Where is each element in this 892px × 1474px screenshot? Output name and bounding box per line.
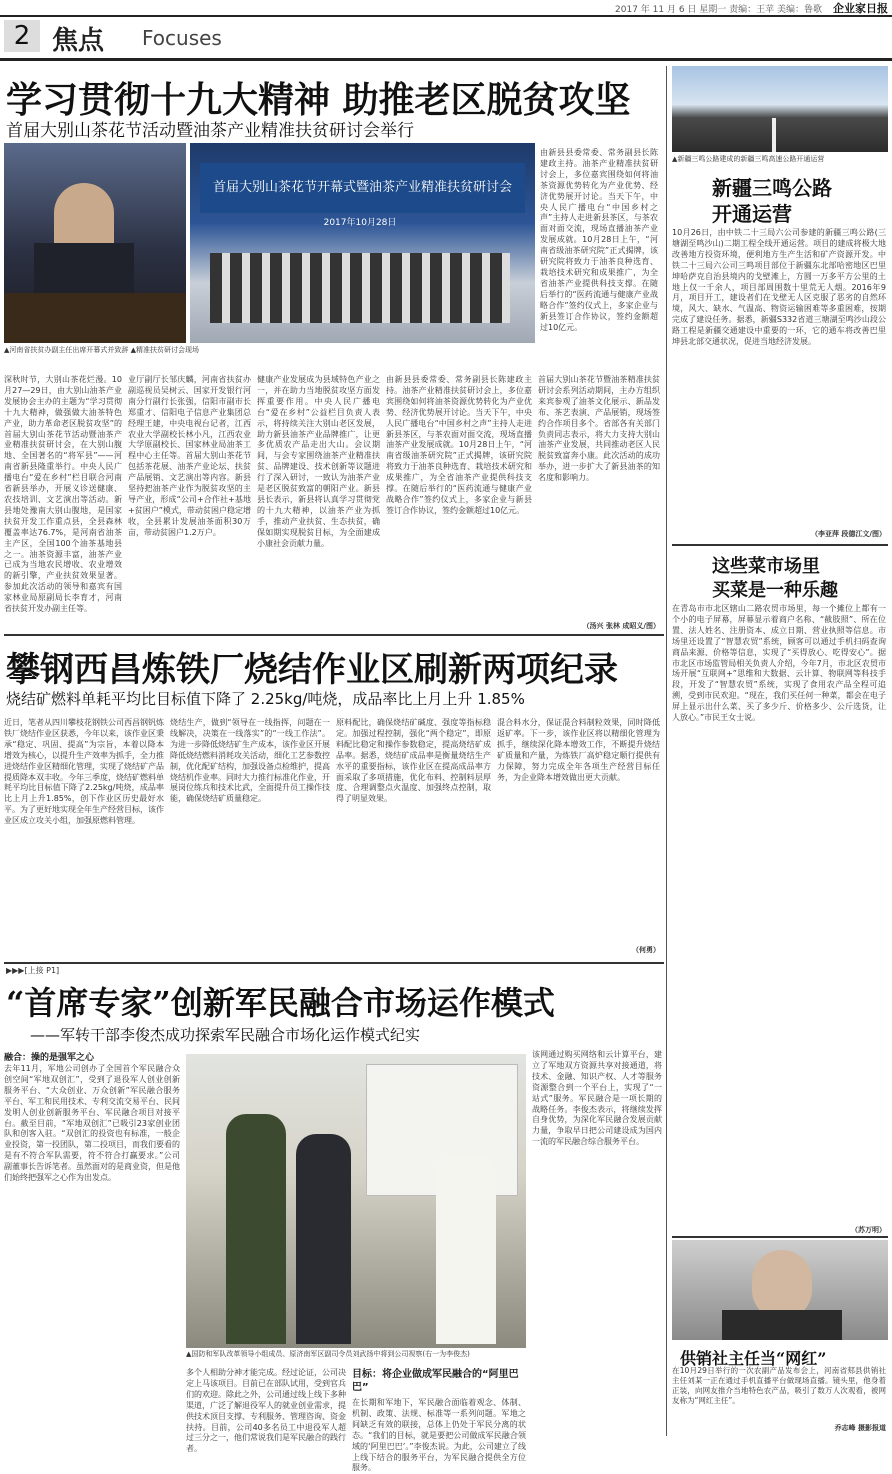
story1-col3: 健康产业发展成为县域特色产业之一，并在助力当地脱贫攻坚方面发挥重要作用。中央人民广播电台“爱在乡村”公益栏目负责人表示，将持续关注大别山老区发展，助力新县油茶产业品牌推广，让更多优质农产品走出大山。会议期间，与会专家围绕油茶产业精准扶贫、品牌建设、技术创新等议题进行了深入研讨，一致认为油茶产业是老区脱贫致富的朝阳产业。新县县长表示，新县将认真学习贯彻党的十九大精神，以油茶产业为抓手，推动产业扶贫、生态扶贫，确保如期实现脱贫目标，为全面建成小康社会贡献力量。 — [257, 375, 380, 548]
story3-col1: 去年11月，军地公司创办了全国首个军民融合众创空间“军地双创汇”，受到了退役军人创业创新服务平台、“大众创业、万众创新”军民融合服务平台、军工和民用技术、专利交流交易平台、民间发明人创业创新服务平台、军民融合项目对接平台。截至目前，“军地双创汇”已吸引23家创业团队和创客入驻。“双创汇的投资也有标准，一般企业投资，第一投团队，第二投项目，而我们要看的是有不符合军队需要，符不符合打赢要求。”公司副董事长告诉笔者。虽然面对的是商业资，但是他们始终把强军之心作为出发点。 — [4, 1064, 180, 1183]
story3-photo-caption: ▲国防和军队改革领导小组成员、原济南军区副司令员刘武扬中将到公司视察(右一为李俊杰) — [186, 1350, 470, 1358]
page-header — [4, 14, 888, 54]
story-divider-2 — [4, 962, 664, 964]
stage-people — [210, 253, 510, 323]
right1-photo-road — [672, 66, 888, 152]
story1-col4b: 由新县县委常委、常务副县长陈建政主持。油茶产业精准扶贫研讨会上，多位嘉宾围绕如何将油茶资源优势转化为产业优势、经济优势展开讨论。当天下午，中央人民广播电台“中国乡村之声”主持人走进新县茶区，与茶农面对面交流，现场直播油茶产业发展成就。10月28日上午，“河南省级油茶研究院”正式揭牌，该研究院将致力于油茶良种选育、栽培技术研究和成果推广，为全省油茶产业提供科技支撑。在随后举行的“医药流通与健康产业战略合作”签约仪式上，多家企业与新县签订合作协议，签约金额超过10亿元。 — [386, 375, 532, 515]
right2-body: 在青岛市市北区辖山二路农贸市场里，每一个摊位上都有一个小的电子屏幕，屏幕显示着商户名称、“截肢照”、所在位置、法人姓名、注册资本、成立日期、营业执照等信息。市场里还设置了“智慧农贸”系统，顾客可以通过手机扫码查询商品来源、价格等信息，实现了“买得放心、吃得安心”。据市北区市场监管局相关负责人介绍，今年7月，市北区农贸市场开展“互联网+”思维和大数据、云计算、物联网等科技手段，开发了“智慧农贸”系统，实现了食用农产品全程可追溯，受到市民欢迎。“现在，我们买任何一种菜，都会在电子屏上显示出什么菜、买了多少斤、价格多少、公斤选货，让人放心。”市民王女士说。 — [672, 604, 886, 723]
right2-byline: （苏万明） — [851, 1226, 886, 1234]
right2-title-line1: 这些菜市场里 — [712, 556, 820, 577]
story2-col2: 烧结生产，做到“领导在一线指挥，问题在一线解决，决策在一线落实”的“一线工作法”。为进一步降低烧结矿生产成本，该作业区开展降低烧结燃料消耗攻关活动，细化工艺参数控制，优化配矿结构，加强设备点检维护，提高烧结机作业率。同时大力推行标准化作业，开展岗位练兵和技术比武，全面提升员工操作技能，确保烧结矿质量稳定。 — [170, 718, 330, 804]
right3-title: 供销社主任当“网红” — [680, 1349, 827, 1368]
header-rule — [0, 58, 892, 61]
right-divider-2 — [672, 1236, 888, 1238]
story1-byline: （汤兴 张林 成昭义/图） — [582, 622, 660, 630]
story3-col3: 在长期和军地下，军民融合面临着观念、体制、机制、政策、法规、标准等一系列问题。军地之间缺乏有效的联接，总体上仍处于军民分离的状态。“我们的目标，就是要把公司做成军民融合领域的‘阿里巴巴’。”李俊杰说。为此，公司建立了线上线下结合的服务平台，为军民融合提供全方位服务。 — [352, 1398, 526, 1473]
issue-meta: 2017 年 11 月 6 日 星期一 责编：王苹 美编：鲁歌 — [615, 5, 822, 15]
story1-photo-stage — [190, 143, 535, 343]
stage-date: 2017年10月28日 — [323, 218, 397, 228]
right1-title-line1: 新疆三鸣公路 — [712, 176, 832, 200]
right1-title-line2: 开通运营 — [712, 202, 792, 226]
story1-title: 学习贯彻十九大精神 助推老区脱贫攻坚 — [6, 79, 631, 121]
person-uniform — [226, 1114, 286, 1344]
person-suit — [296, 1134, 351, 1344]
section-title: 焦点 — [52, 26, 105, 56]
right1-photo-caption: ▲新疆三鸣公路建成的新疆三鸣高速公路开通运营 — [672, 155, 825, 163]
right1-byline: （李亚萍 段德江文/图） — [811, 530, 886, 538]
road-marking — [772, 118, 776, 152]
story2-col3: 原料配比，确保烧结矿碱度、强度等指标稳定。加强过程控制，强化“两个稳定”，即原料配比稳定和操作参数稳定，提高烧结矿成品率。据悉，烧结矿成品率是衡量烧结生产水平的重要指标，该作业区在提高成品率方面采取了多项措施，优化布料、控制料层厚度、合理调整点火温度、加强终点控制，取得了明显效果。 — [336, 718, 491, 804]
column-divider — [666, 66, 667, 1436]
story1-photo-caption: ▲河南省扶贫办副主任出席开幕式并致辞 ▲精准扶贫研讨会现场 — [4, 346, 199, 354]
story3-title: “首席专家”创新军民融合市场运作模式 — [6, 984, 555, 1022]
story1-col2: 业厅副厅长邹庆麟，河南省扶贫办副巡视员吴树云、国家开发银行河南分行副行长张强，信阳市副市长郑重才、信阳电子信息产业集团总经理王建，中央电视台记者，江西农业大学副校长林小凡，江西农业大学原副校长、国家林业局油茶工程中心主任等。首届大别山茶花节包括茶花展、油茶产业论坛、扶贫产品展销、文艺演出等内容。新县坚持把油茶产业作为脱贫攻坚的主导产业，形成“公司+合作社+基地+贫困户”模式，带动贫困户稳定增收，全县累计发展油茶面积30万亩，带动贫困户1.2万户。 — [128, 375, 251, 537]
story3-photo — [186, 1054, 526, 1348]
story2-title: 攀钢西昌炼铁厂烧结作业区刷新两项纪录 — [6, 650, 618, 690]
story3-subhead-a: 融合：操的是强军之心 — [4, 1053, 95, 1063]
top-info-bar — [0, 0, 892, 14]
story-divider-1 — [4, 634, 664, 636]
story2-subtitle: 烧结矿燃料单耗平均比目标值下降了 2.25kg/吨烧，成品率比上月上升 1.85% — [6, 690, 525, 708]
podium — [4, 293, 186, 343]
stage-banner: 首届大别山茶花节开幕式暨油茶产业精准扶贫研讨会 — [200, 163, 525, 213]
section-title-en: Focuses — [142, 26, 222, 50]
right1-body: 10月26日，由中铁二十三局六公司参建的新疆三鸣公路(三塘湖至鸣沙山)二期工程全线开通运营。项目的建成将极大地改善地方投资环境，便利地方生产生活和矿产资源开发。中铁二十三局六公司三鸣项目部位于新疆东北部哈密地区巴里坤哈萨克自治县境内的戈壁滩上，方圆一万多平方公里的土地上仅一千余人，项目部周围数十里荒无人烟。2016年9月，项目开工，建设者们在戈壁无人区克服了恶劣的自然环境，风大、缺水、气温高、物资运输困难等多重困难，按期完成了建设任务。据悉，新疆S332省道三塘湖至鸣沙山段公路工程是新疆交通建设中重要的一环，它的通车将改善巴里坤县北部交通状况，促进当地经济发展。 — [672, 228, 886, 347]
portrait-body — [722, 1310, 842, 1340]
story2-col4: 混合料水分，保证混合料制粒效果，同时降低返矿率。下一步，该作业区将以精细化管理为抓手，继续深化降本增效工作，不断提升烧结矿质量和产量，为炼铁厂高炉稳定顺行提供有力保障，努力完成全年各项生产经营目标任务，为企业降本增效做出更大贡献。 — [497, 718, 660, 782]
story3-kicker: ▶▶▶[上接 P1] — [6, 966, 60, 975]
story1-col5: 首届大别山茶花节暨油茶精准扶贫研讨会系列活动期间，主办方组织来宾参观了油茶文化展示、新品发布、茶艺表演、产品展销，现场签约合作项目多个。省部各有关部门负责同志表示，将大力支持大别山油茶产业发展，共同推动老区人民脱贫致富奔小康。此次活动的成功举办，进一步扩大了新县油茶的知名度和影响力。 — [538, 375, 660, 483]
story3-col2: 多个人相助分神才能完成。经过论证，公司决定上马该项目。目前已在部队试用，受到官兵们的欢迎。除此之外，公司通过线上线下多种渠道，广泛了解退役军人的就业创业需求，提供技术顶目支撑、专利服务、管理咨询、资金扶持。目前，公司40多名员工中退役军人超过三分之一，他们常说我们是军民融合的践行者。 — [186, 1368, 346, 1454]
story1-col4a: 由新县县委常委、常务副县长陈建政主持。油茶产业精准扶贫研讨会上，多位嘉宾围绕如何将油茶资源优势转化为产业优势、经济优势展开讨论。当天下午，中央人民广播电台“中国乡村之声”主持人走进新县茶区，与茶农面对面交流，现场直播油茶产业发展成就。10月28日上午，“河南省级油茶研究院”正式揭牌，该研究院将致力于油茶良种选育、栽培技术研究和成果推广，为全省油茶产业提供科技支撑。在随后举行的“医药流通与健康产业战略合作”签约仪式上，多家企业与新县签订合作协议，签约金额超过10亿元。 — [540, 148, 658, 332]
story3-col4: 该网通过购买网络和云计算平台，建立了军地双方资源共享对接通道，将技术、金融、知识产权、人才等服务资源整合到一个平台上，实现了“一站式”服务。军民融合是一项长期的战略任务。李俊杰表示，将继续发挥自身优势，为深化军民融合发展贡献力量，争取早日把公司建设成为国内一流的军民融合综合服务平台。 — [532, 1050, 662, 1147]
story2-col1: 近日，笔者从四川攀枝花钢铁公司西昌钢钒炼铁厂烧结作业区获悉，今年以来，该作业区秉承“稳定、巩固、提高”为宗旨，本着以降本增效为核心，以提升生产效率为抓手，全力推进烧结作业区精细化管理，实现了烧结矿产品提质降本双丰收。今年三季度，烧结矿燃料单耗平均比目标值下降了2.25kg/吨烧，成品率比上月上升1.85%，创下作业区历史最好水平。为了更好地实现全年生产经营目标，该作业区成立攻关小组，加强原燃料管理。 — [4, 718, 164, 826]
newspaper-brand: 企业家日报 — [833, 2, 888, 15]
story3-subtitle: ——军转干部李俊杰成功探索军民融合市场化运作模式纪实 — [30, 1026, 421, 1044]
story1-photo-speaker — [4, 143, 186, 343]
right3-byline: 乔志峰 摄影报道 — [834, 1424, 886, 1432]
story1-subtitle: 首届大别山茶花节活动暨油茶产业精准扶贫研讨会举行 — [6, 121, 414, 141]
person-shirt — [436, 1154, 496, 1344]
story1-col1: 深秋时节，大别山茶花烂漫。10月27—29日，由大别山油茶产业发展协会主办的主题为“学习贯彻十九大精神，做强做大油茶特色产业，助力革命老区脱贫攻坚”的首届大别山茶花节活动暨油茶产业精准扶贫研讨会，在大别山腹地、全国著名的“将军县”——河南省新县隆重举行。中央人民广播电台“爱在乡村”栏目联合河南省新县举办，开展义诊送健康、农技培训、文艺演出等活动。新县地处豫南大别山腹地，是国家扶贫开发工作重点县，全县森林覆盖率达76.7%，是河南省油茶主产区，全国100个油茶基地县之一。油茶资源丰富，油茶产业已成为当地农民增收、农业增效的新引擎，产业扶贫效果显著。参加此次活动的领导和嘉宾有国家林业局原副局长李育才，河南省扶贫开发办副主任等。 — [4, 375, 122, 614]
right2-title-line2: 买菜是一种乐趣 — [712, 580, 838, 601]
right-divider-1 — [672, 544, 888, 546]
right3-photo-portrait — [672, 1240, 888, 1340]
story2-byline: （何勇） — [632, 946, 660, 954]
page-number: 2 — [4, 20, 40, 52]
story3-subhead-b: 目标：将企业做成军民融合的“阿里巴巴” — [352, 1369, 519, 1393]
right3-body: 在10月29日举行的一次农副产品发布会上，河南省郏县供销社主任刘某一正在通过手机直播平台做现场直播。镜头里，他身着正装，向网友推介当地特色农产品，吸引了数万人次观看，被网友称为“网红主任”。 — [672, 1366, 886, 1405]
